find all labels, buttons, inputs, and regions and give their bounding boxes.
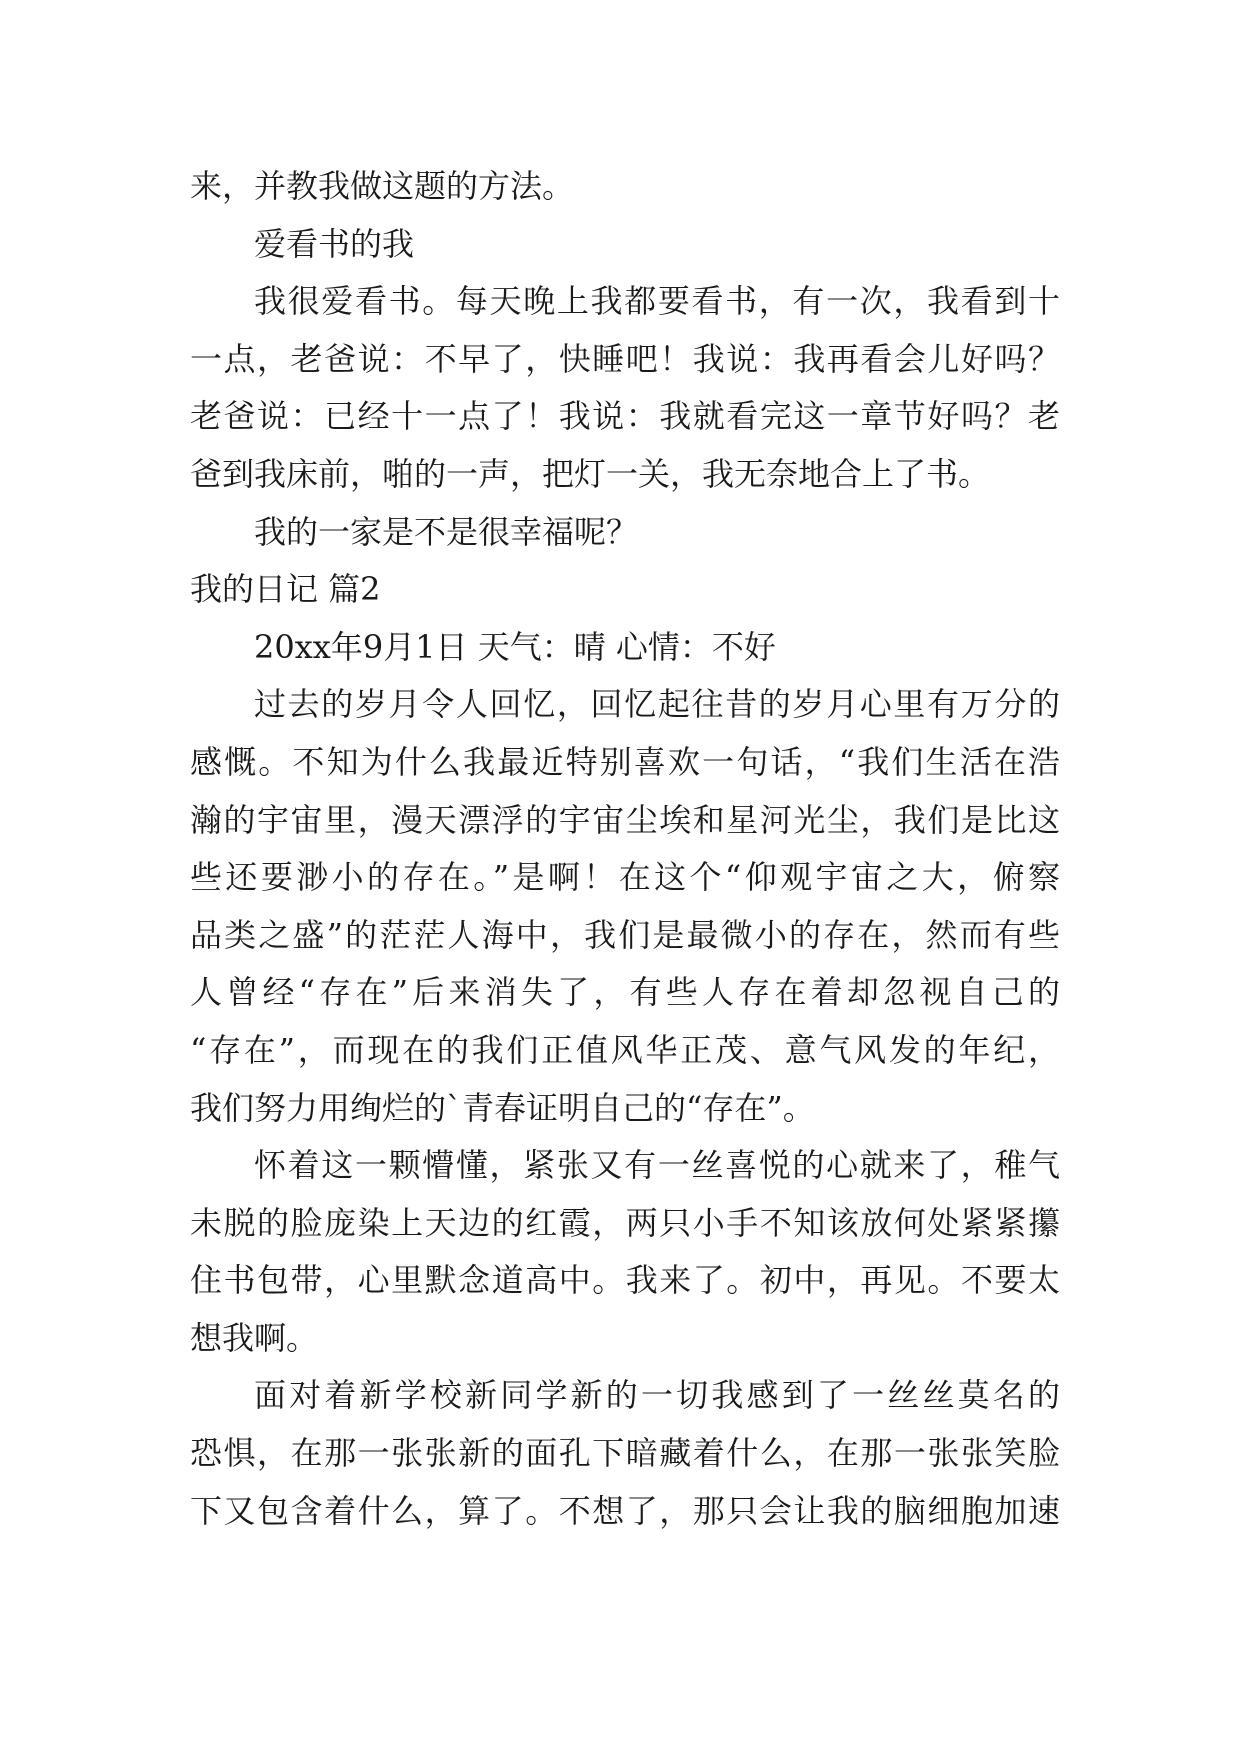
section-title: 爱看书的我: [254, 224, 415, 263]
paragraph-line: 下又包含着什么，算了。不想了，那只会让我的脑细胞加速: [190, 1491, 1060, 1530]
paragraph-line: 未脱的脸庞染上天边的红霞，两只小手不知该放何处紧紧攥: [190, 1203, 1060, 1242]
paragraph-line: 住书包带，心里默念道高中。我来了。初中，再见。不要太: [190, 1261, 1060, 1300]
paragraph-line: 面对着新学校新同学新的一切我感到了一丝丝莫名的: [254, 1376, 1060, 1415]
paragraph-line: 爸到我床前，啪的一声，把灯一关，我无奈地合上了书。: [190, 454, 991, 493]
paragraph-line: 我很爱看书。每天晚上我都要看书，有一次，我看到十: [254, 282, 1060, 321]
paragraph-line: 老爸说：已经十一点了！我说：我就看完这一章节好吗？老: [190, 397, 1060, 436]
paragraph-line: 人曾经“存在”后来消失了，有些人存在着却忽视自己的: [190, 973, 1060, 1012]
paragraph-line: 些还要渺小的存在。”是啊！在这个“仰观宇宙之大，俯察: [190, 858, 1060, 897]
paragraph-line: 我们努力用绚烂的`青春证明自己的“存在”。: [190, 1088, 815, 1127]
paragraph-line: 来，并教我做这题的方法。: [190, 167, 575, 205]
paragraph-line: 怀着这一颗懵懂，紧张又有一丝喜悦的心就来了，稚气: [254, 1146, 1060, 1185]
paragraph-line: “存在”，而现在的我们正值风华正茂、意气风发的年纪，: [190, 1030, 1060, 1069]
paragraph-line: 恐惧，在那一张张新的面孔下暗藏着什么，在那一张张笑脸: [190, 1434, 1060, 1473]
paragraph-line: 瀚的宇宙里，漫天漂浮的宇宙尘埃和星河光尘，我们是比这: [190, 800, 1060, 839]
article-title: 我的日记 篇2: [190, 570, 381, 609]
paragraph-line: 一点，老爸说：不早了，快睡吧！我说：我再看会儿好吗？: [190, 339, 1060, 378]
paragraph-line: 品类之盛”的茫茫人海中，我们是最微小的存在，然而有些: [190, 915, 1060, 954]
paragraph-line: 想我啊。: [190, 1318, 319, 1357]
paragraph-line: 过去的岁月令人回忆，回忆起往昔的岁月心里有万分的: [254, 685, 1060, 724]
document-body: [190, 158, 1060, 1540]
paragraph-line: 我的一家是不是很幸福呢？: [254, 512, 639, 551]
diary-date-line: 20xx年9月1日 天气：晴 心情：不好: [254, 627, 776, 666]
paragraph-line: 感慨。不知为什么我最近特别喜欢一句话，“我们生活在浩: [190, 742, 1060, 781]
